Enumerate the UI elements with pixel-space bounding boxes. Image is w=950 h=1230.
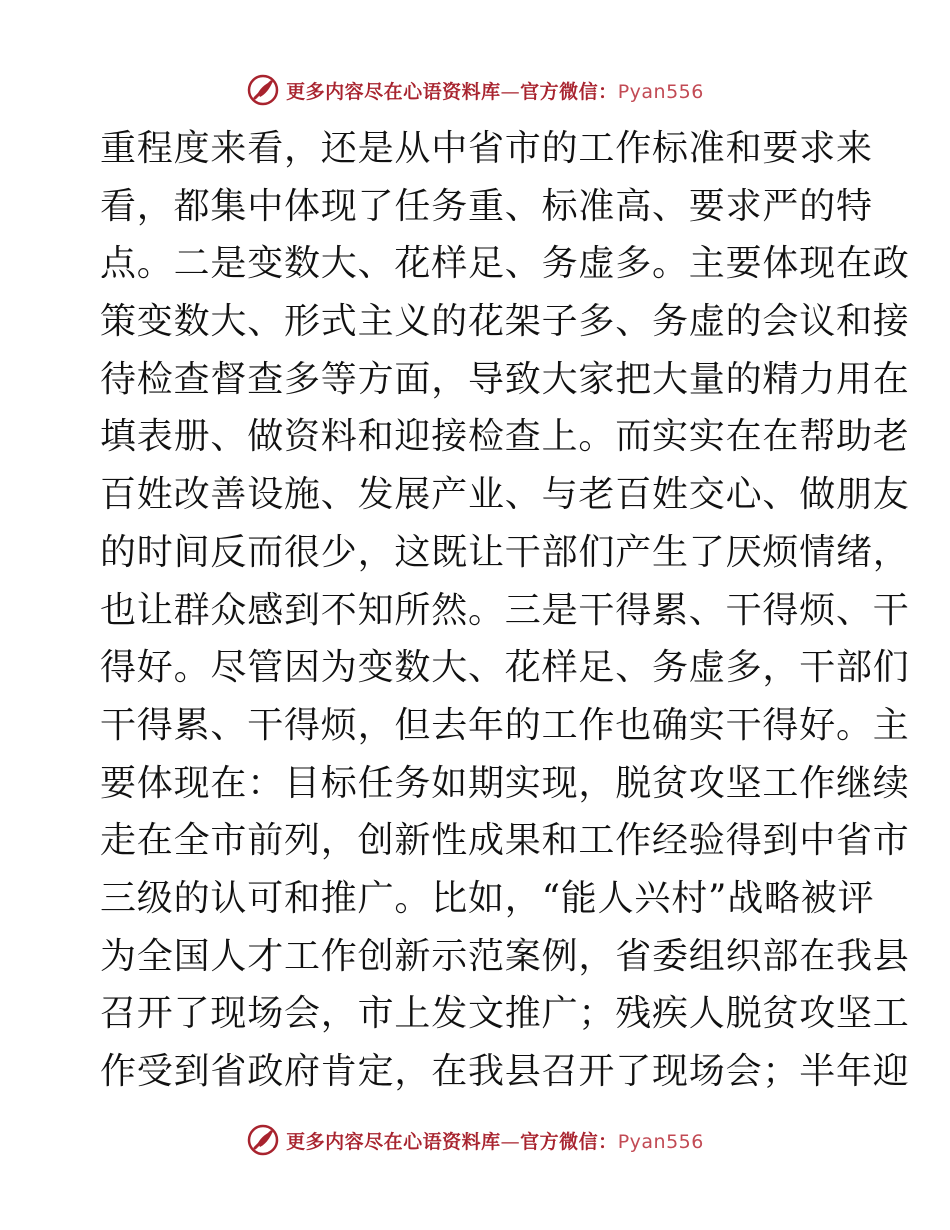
watermark-separator: — xyxy=(500,1130,521,1153)
document-body xyxy=(100,120,910,1101)
text-line: 要体现在：目标任务如期实现，脱贫攻坚工作继续 xyxy=(100,762,910,804)
text-line: 填表册、做资料和迎接检查上。而实实在在帮助老 xyxy=(100,416,910,458)
watermark-prefix: 更多内容尽在心语资料库 xyxy=(286,80,501,103)
text-line: 召开了现场会，市上发文推广；残疾人脱贫攻坚工 xyxy=(100,993,910,1035)
watermark-text xyxy=(286,77,704,104)
text-line: 待检查督查多等方面，导致大家把大量的精力用在 xyxy=(100,358,910,400)
text-line: 走在全市前列，创新性成果和工作经验得到中省市 xyxy=(100,820,910,862)
watermark-wechat-label: 官方微信： xyxy=(520,80,618,103)
watermark-text xyxy=(286,1127,704,1154)
watermark-wechat-id: Pyan556 xyxy=(617,80,704,103)
quill-logo-icon xyxy=(246,1123,280,1157)
text-line: 策变数大、形式主义的花架子多、务虚的会议和接 xyxy=(100,301,910,343)
text-line: 的时间反而很少，这既让干部们产生了厌烦情绪， xyxy=(100,531,910,573)
footer-watermark xyxy=(0,1120,950,1160)
text-line: 为全国人才工作创新示范案例，省委组织部在我县 xyxy=(100,935,910,977)
text-line: 重程度来看，还是从中省市的工作标准和要求来 xyxy=(100,128,873,169)
watermark-wechat-id: Pyan556 xyxy=(617,1130,704,1153)
header-watermark xyxy=(0,70,950,110)
quill-logo-icon xyxy=(246,73,280,107)
text-line: 干得累、干得烦，但去年的工作也确实干得好。主 xyxy=(100,704,910,746)
watermark-separator: — xyxy=(500,80,521,103)
text-line: 三级的认可和推广。比如，“能人兴村”战略被评 xyxy=(100,877,875,919)
text-line: 作受到省政府肯定，在我县召开了现场会；半年迎 xyxy=(100,1051,910,1092)
text-line: 得好。尽管因为变数大、花样足、务虚多，干部们 xyxy=(100,647,910,689)
text-line: 也让群众感到不知所然。三是干得累、干得烦、干 xyxy=(100,589,910,631)
watermark-wechat-label: 官方微信： xyxy=(520,1130,618,1153)
text-line: 看，都集中体现了任务重、标准高、要求严的特 xyxy=(100,185,873,227)
watermark-prefix: 更多内容尽在心语资料库 xyxy=(286,1130,501,1153)
text-line: 百姓改善设施、发展产业、与老百姓交心、做朋友 xyxy=(100,474,910,516)
text-line: 点。二是变数大、花样足、务虚多。主要体现在政 xyxy=(100,243,910,285)
